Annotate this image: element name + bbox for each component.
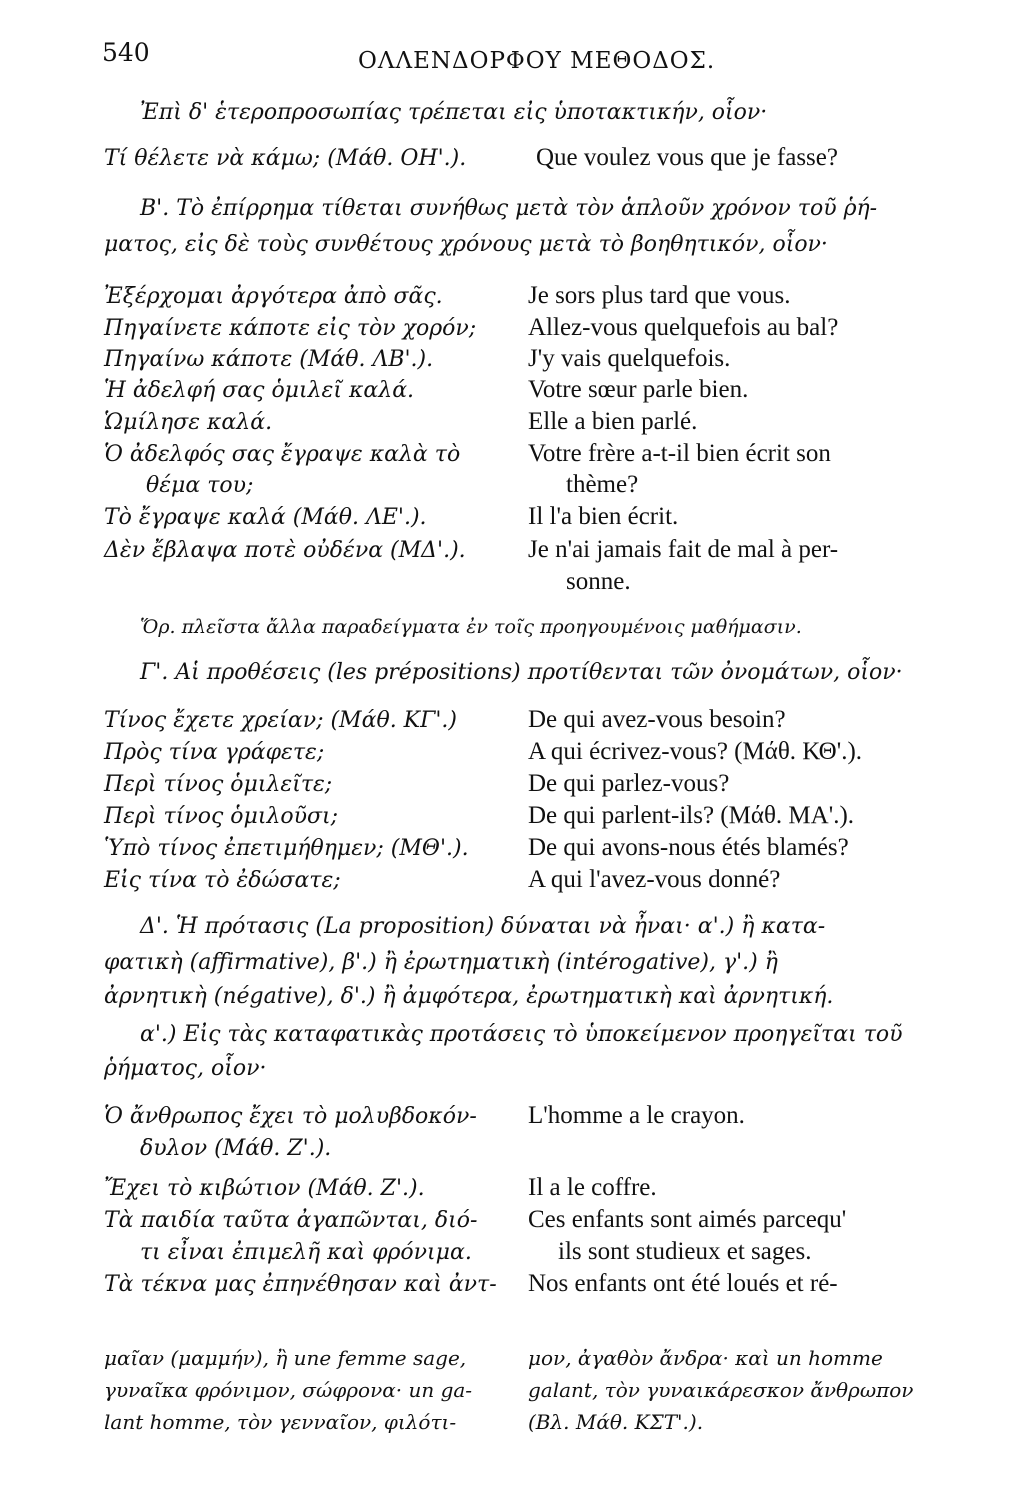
example-greek: Ἐξέρχομαι ἀργότερα ἀπὸ σᾶς. bbox=[104, 284, 443, 309]
example-french: De qui avons-nous étés blamés? bbox=[528, 834, 849, 861]
example-french: J'y vais quelquefois. bbox=[528, 345, 731, 372]
example-greek: Ὁ ἄνθρωπος ἔχει τὸ μολυβδοκόν- bbox=[104, 1104, 477, 1129]
section-b-line-2: ματος, εἰς δὲ τοὺς συνθέτους χρόνους μετὰ τὸ βοηθητικόν, οἷον· bbox=[104, 232, 828, 257]
footnote-left-line: γυναῖκα φρόνιμον, σώφρονα· un ga- bbox=[104, 1378, 473, 1402]
example-french: De qui avez-vous besoin? bbox=[528, 706, 786, 733]
example-greek: Τὰ παιδία ταῦτα ἀγαπῶνται, διό- bbox=[104, 1208, 478, 1233]
footnote-left-line: μαῖαν (μαμμήν), ἢ une femme sage, bbox=[104, 1346, 467, 1370]
section-d-line-1: Δ'. Ἡ πρότασις (La proposition) δύναται νὰ ἦναι· α'.) ἢ κατα- bbox=[140, 914, 826, 939]
page-number: 540 bbox=[102, 38, 150, 67]
example-french: Nos enfants ont été loués et ré- bbox=[528, 1270, 838, 1297]
example-greek: Ἡ ἀδελφή σας ὁμιλεῖ καλά. bbox=[104, 378, 415, 403]
example-greek: Ὑπὸ τίνος ἐπετιμήθημεν; (ΜΘ'.). bbox=[104, 836, 469, 861]
example-french: Je n'ai jamais fait de mal à per- bbox=[528, 536, 839, 563]
footnote-right-line: galant, τὸν γυναικάρεσκον ἄνθρωπον bbox=[528, 1378, 914, 1402]
example-greek: Ὡμίλησε καλά. bbox=[104, 410, 273, 435]
example-greek: τι εἶναι ἐπιμελῆ καὶ φρόνιμα. bbox=[140, 1240, 472, 1265]
example-greek: Περὶ τίνος ὁμιλοῦσι; bbox=[104, 804, 339, 829]
intro-example-french: Que voulez vous que je fasse? bbox=[536, 144, 838, 171]
example-greek: Τὸ ἔγραψε καλά (Μάθ. ΛΕ'.). bbox=[104, 505, 427, 530]
example-french: L'homme a le crayon. bbox=[528, 1102, 745, 1129]
example-french: Votre frère a-t-il bien écrit son bbox=[528, 440, 831, 467]
example-french: De qui parlez-vous? bbox=[528, 770, 730, 797]
example-french: ils sont studieux et sages. bbox=[558, 1238, 812, 1265]
section-d-line-3: ἀρνητικὴ (négative), δ'.) ἢ ἀμφότερα, ἐρωτηματικὴ καὶ ἀρνητική. bbox=[104, 984, 834, 1009]
example-greek: Τὰ τέκνα μας ἐπηνέθησαν καὶ ἀντ- bbox=[104, 1272, 497, 1297]
example-greek: Πρὸς τίνα γράφετε; bbox=[104, 740, 325, 765]
intro-example-greek: Τί θέλετε νὰ κάμω; (Μάθ. ΟΗ'.). bbox=[104, 146, 467, 171]
example-greek: Τίνος ἔχετε χρείαν; (Μάθ. ΚΓ'.) bbox=[104, 708, 457, 733]
example-french: Il l'a bien écrit. bbox=[528, 503, 679, 530]
footnote-right-line: (Βλ. Μάθ. ΚΣΤ'.). bbox=[528, 1410, 704, 1434]
example-french: Je sors plus tard que vous. bbox=[528, 282, 791, 309]
section-b-note: Ὅρ. πλεῖστα ἄλλα παραδείγματα ἐν τοῖς προηγουμένοις μαθήμασιν. bbox=[140, 616, 802, 638]
footnote-right-line: μον, ἀγαθὸν ἄνδρα· καὶ un homme bbox=[528, 1346, 883, 1370]
section-b-line-1: Β'. Τὸ ἐπίρρημα τίθεται συνήθως μετὰ τὸν ἁπλοῦν χρόνον τοῦ ῥή- bbox=[140, 196, 878, 221]
example-greek: Πηγαίνω κάποτε (Μάθ. ΛΒ'.). bbox=[104, 347, 434, 372]
section-c-line-1: Γ'. Αἱ προθέσεις (les prépositions) προτίθενται τῶν ὀνομάτων, οἷον· bbox=[140, 660, 903, 685]
example-french: sonne. bbox=[566, 568, 631, 595]
example-french: Ces enfants sont aimés parcequ' bbox=[528, 1206, 847, 1233]
section-d-line-2: φατικὴ (affirmative), β'.) ἢ ἐρωτηματικὴ (intérogative), γ'.) ἢ bbox=[104, 950, 778, 975]
example-french: Allez-vous quelquefois au bal? bbox=[528, 314, 839, 341]
example-greek: θέμα του; bbox=[146, 473, 254, 498]
example-french: Votre sœur parle bien. bbox=[528, 376, 749, 403]
example-greek: Περὶ τίνος ὁμιλεῖτε; bbox=[104, 772, 333, 797]
intro-line: Ἐπὶ δ' ἑτεροπροσωπίας τρέπεται εἰς ὑποτακτικήν, οἷον· bbox=[140, 100, 768, 125]
example-greek: Δὲν ἔβλαψα ποτὲ οὐδένα (ΜΔ'.). bbox=[104, 538, 466, 563]
example-french: Elle a bien parlé. bbox=[528, 408, 698, 435]
running-title: ΟΛΛΕΝΔΟΡΦΟΥ ΜΕΘΟΔΟΣ. bbox=[358, 48, 716, 74]
example-french: De qui parlent-ils? (Μάθ. ΜΑ'.). bbox=[528, 802, 855, 829]
footnote-left-line: lant homme, τὸν γενναῖον, φιλότι- bbox=[104, 1410, 457, 1434]
example-french: A qui écrivez-vous? (Μάθ. ΚΘ'.). bbox=[528, 738, 863, 765]
example-french: thème? bbox=[566, 471, 639, 498]
example-greek: Εἰς τίνα τὸ ἐδώσατε; bbox=[104, 868, 341, 893]
example-greek: Ἔχει τὸ κιβώτιον (Μάθ. Ζ'.). bbox=[104, 1176, 425, 1201]
example-french: A qui l'avez-vous donné? bbox=[528, 866, 781, 893]
example-greek: δυλον (Μάθ. Ζ'.). bbox=[140, 1136, 332, 1161]
example-french: Il a le coffre. bbox=[528, 1174, 657, 1201]
example-greek: Ὁ ἀδελφός σας ἔγραψε καλὰ τὸ bbox=[104, 442, 461, 467]
section-d-subline-2: ῥήματος, οἷον· bbox=[104, 1056, 267, 1081]
section-d-subline-1: α'.) Εἰς τὰς καταφατικὰς προτάσεις τὸ ὑποκείμενον προηγεῖται τοῦ bbox=[140, 1022, 903, 1047]
example-greek: Πηγαίνετε κάποτε εἰς τὸν χορόν; bbox=[104, 316, 477, 341]
